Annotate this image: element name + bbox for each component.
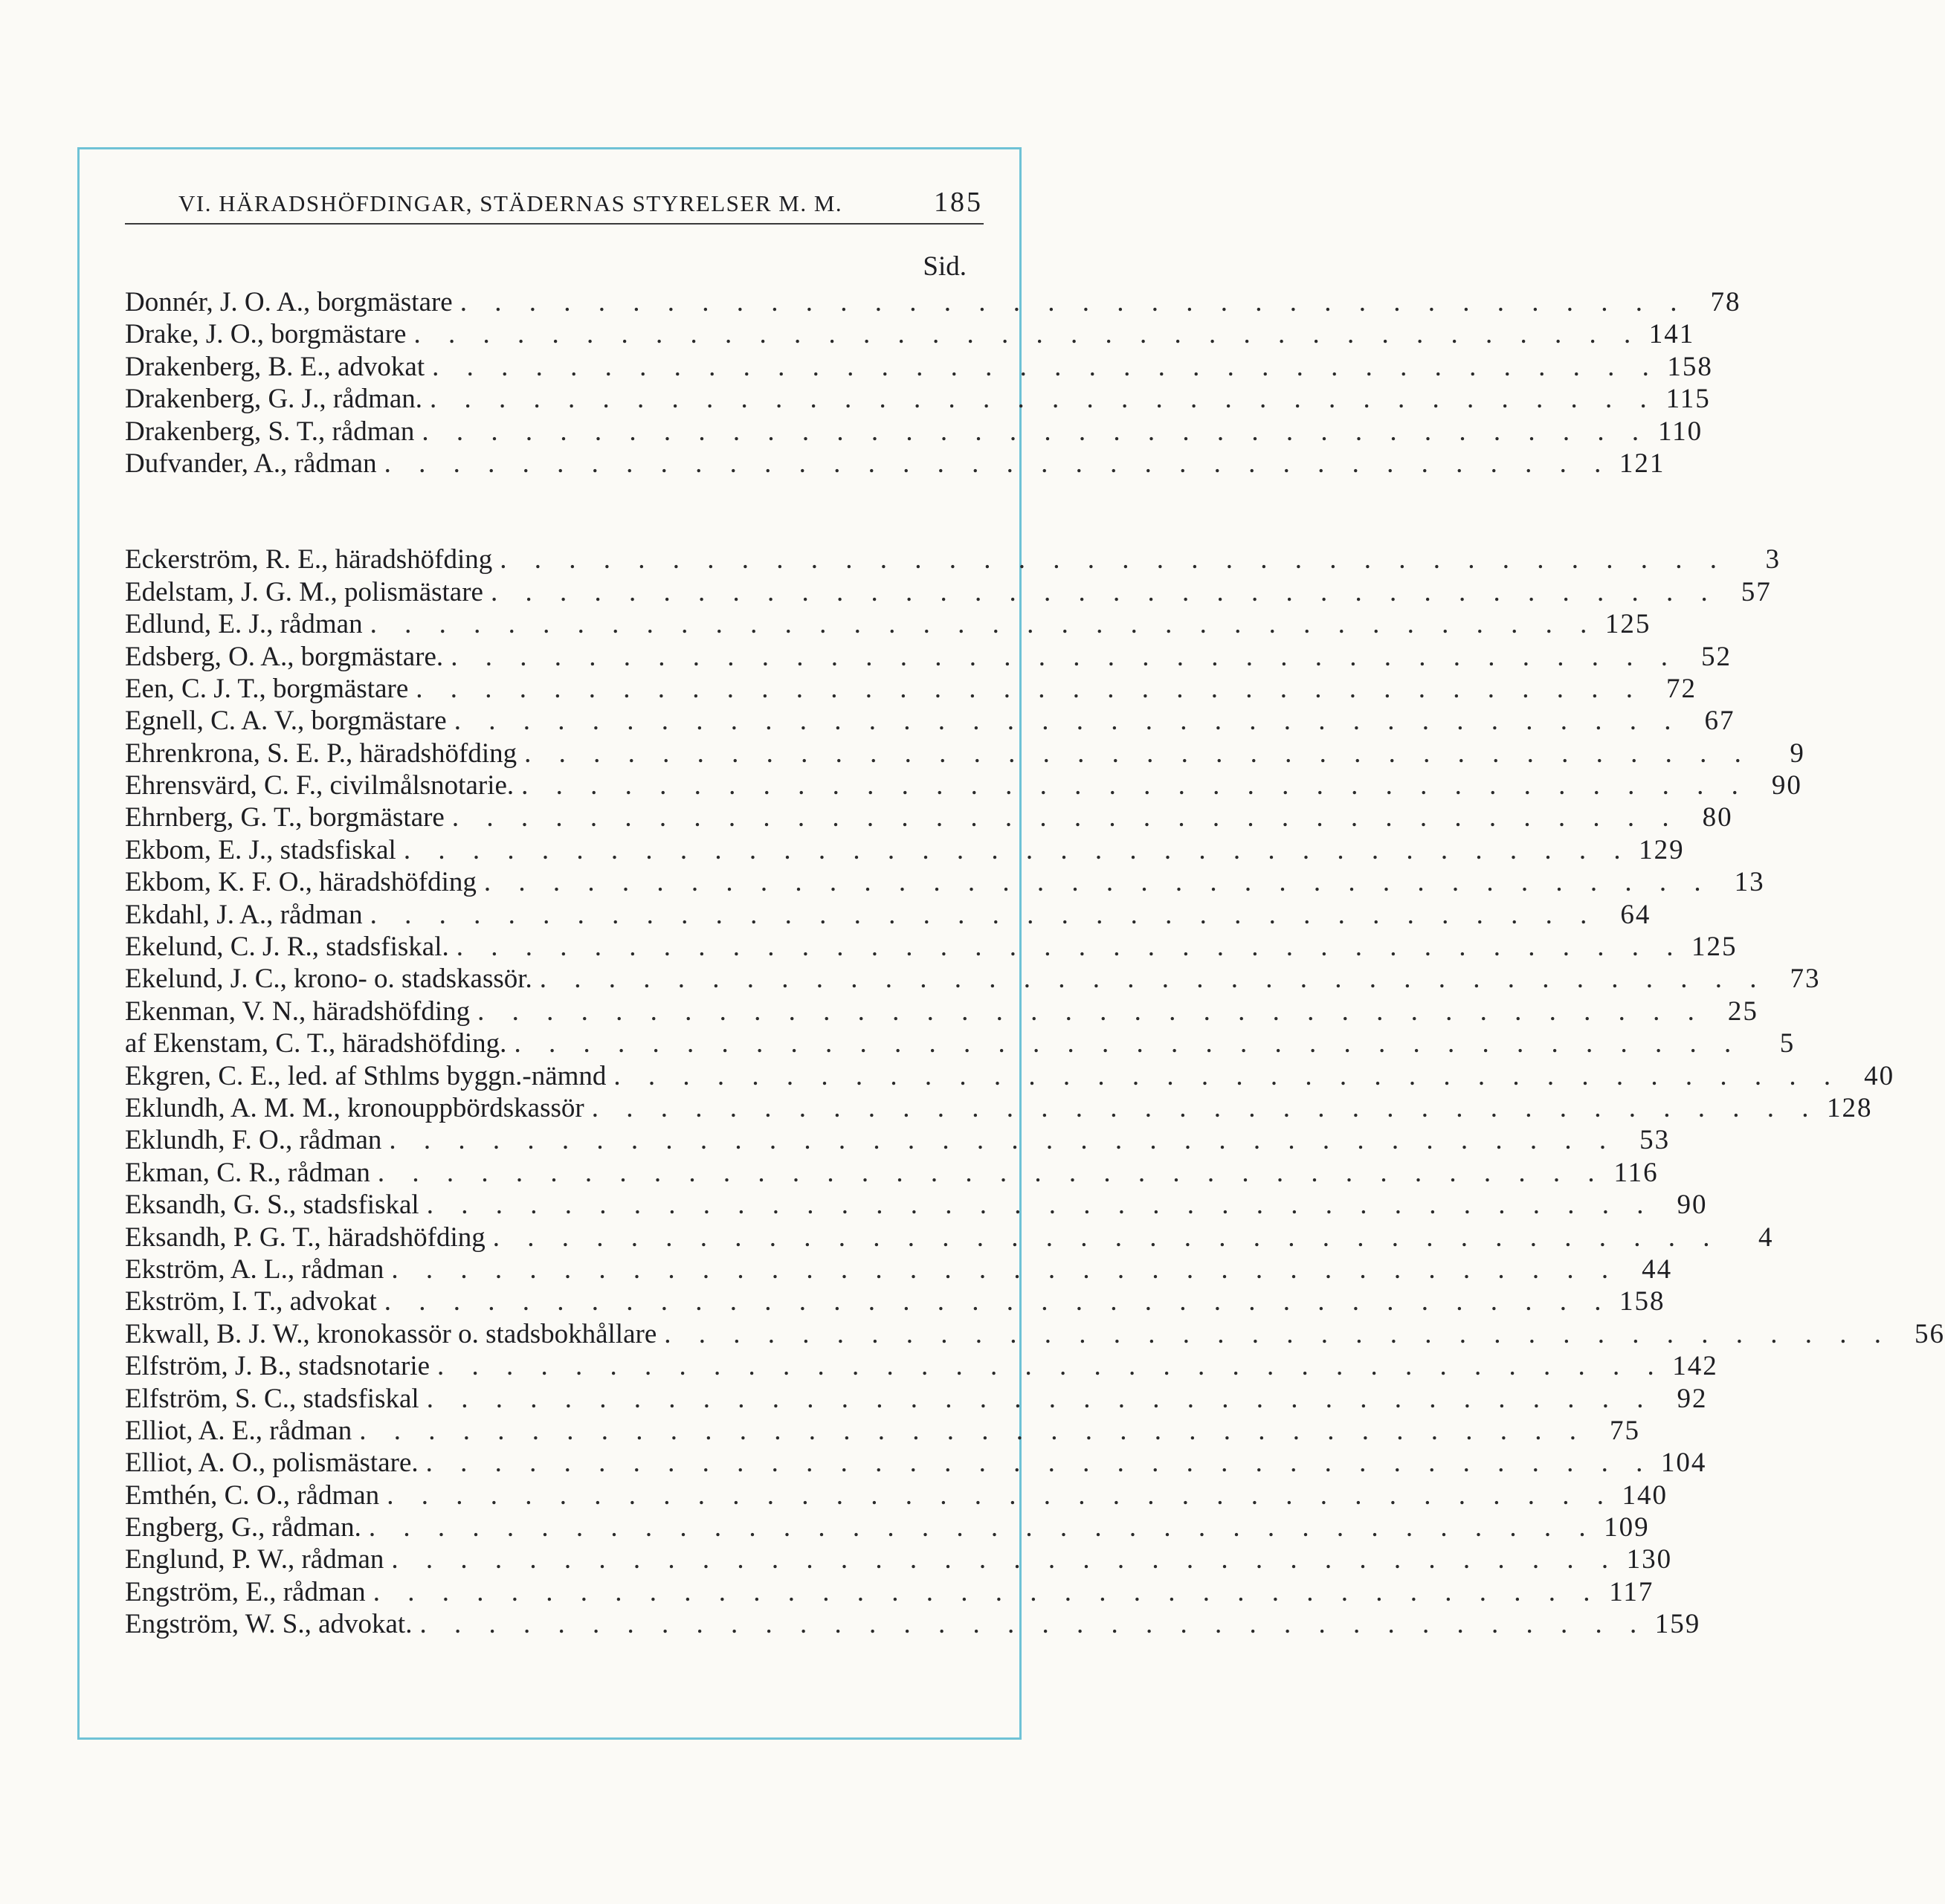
index-entry [125,351,1713,383]
entry-page: 67 [1704,706,1735,737]
entry-page: 159 [1654,1609,1701,1640]
index-entry [125,1222,1774,1253]
dot-leader: . . . . . . . . . . . . . . . . . . . . . . . . . . . . . . . . . . . . [492,1222,1720,1253]
dot-leader: . . . . . . . . . . . . . . . . . . . . . . . . . . . . . . . . . . . . [524,738,1752,769]
entry-name: Ekbom, E. J., stadsfiskal [125,834,396,865]
entry-page: 72 [1666,673,1697,704]
entry-name: Donnér, J. O. A., borgmästare [125,287,453,317]
index-entry [125,1350,1718,1382]
entry-name: Ekbom, K. F. O., häradshöfding [125,867,477,898]
dot-leader: . . . . . . . . . . . . . . . . . . . . . . . . . . . . . . . . . . . . [422,416,1650,447]
index-entry [125,769,1802,801]
index-entry [125,1447,1707,1479]
entry-page: 115 [1665,384,1711,415]
index-entry [125,931,1738,963]
index-entry [125,1285,1665,1317]
dot-leader: . . . . . . . . . . . . . . . . . . . . . . . . . . . . . . . . . . . . [521,770,1749,801]
index-entry [125,705,1735,737]
entry-name: Engström, E., rådman [125,1576,366,1607]
index-entry [125,1511,1650,1543]
index-entry [125,543,1781,575]
index-entry [125,641,1732,673]
dot-leader: . . . . . . . . . . . . . . . . . . . . . . . . . . . . . . . . . . . . [391,1544,1619,1575]
index-entry [125,1092,1873,1124]
index-entry [125,1608,1701,1640]
index-entry [125,1318,1945,1350]
entry-name: Engberg, G., rådman. [125,1512,361,1543]
dot-leader: . . . . . . . . . . . . . . . . . . . . . . . . . . . . . . . . . . . . [437,1351,1665,1382]
page-column-label: Sid. [923,251,967,282]
dot-leader: . . . . . . . . . . . . . . . . . . . . . . . . . . . . . . . . . . . . [403,834,1631,865]
index-entry [125,318,1695,350]
entry-name: Ekgren, C. E., led. af Sthlms byggn.-nämnd [125,1060,607,1091]
entry-name: Edlund, E. J., rådman [125,609,363,640]
index-entry [125,1415,1640,1447]
dot-leader: . . . . . . . . . . . . . . . . . . . . . . . . . . . . . . . . . . . . [425,1448,1654,1479]
entry-page: 140 [1622,1479,1668,1511]
entry-page: 13 [1734,867,1765,898]
index-entry [125,1253,1673,1285]
entry-page: 117 [1609,1576,1654,1607]
index-entry [125,608,1651,640]
entry-name: Egnell, C. A. V., borgmästare [125,706,447,737]
entry-page: 92 [1677,1383,1708,1414]
dot-leader: . . . . . . . . . . . . . . . . . . . . . . . . . . . . . . . . . . . . [591,1092,1819,1123]
dot-leader: . . . . . . . . . . . . . . . . . . . . . . . . . . . . . . . . . . . . [359,1415,1587,1446]
entry-page: 130 [1626,1544,1673,1575]
entry-page: 125 [1691,932,1738,963]
dot-leader: . . . . . . . . . . . . . . . . . . . . . . . . . . . . . . . . . . . . [454,706,1682,737]
index-entry [125,995,1758,1027]
dot-leader: . . . . . . . . . . . . . . . . . . . . . . . . . . . . . . . . . . . . [456,932,1684,963]
index-entry [125,1189,1708,1221]
dot-leader: . . . . . . . . . . . . . . . . . . . . . . . . . . . . . . . . . . . . [416,673,1643,704]
index-list [125,286,1945,1641]
entry-page: 90 [1677,1190,1708,1221]
entry-name: Eksandh, P. G. T., häradshöfding [125,1222,486,1253]
index-entry [125,963,1821,995]
index-entry [125,1479,1668,1511]
dot-leader: . . . . . . . . . . . . . . . . . . . . . . . . . . . . . . . . . . . . [377,1157,1605,1188]
entry-name: Ekelund, C. J. R., stadsfiskal. [125,932,449,963]
entry-page: 141 [1648,319,1695,350]
entry-name: Ehrensvärd, C. F., civilmålsnotarie. [125,770,515,801]
entry-page: 57 [1741,576,1772,607]
entry-page: 128 [1826,1092,1873,1123]
entry-name: Ekström, I. T., advokat [125,1286,377,1317]
dot-leader: . . . . . . . . . . . . . . . . . . . . . . . . . . . . . . . . . . . . [430,384,1657,415]
index-entry [125,1543,1673,1575]
index-entry [125,801,1733,833]
entry-name: Drakenberg, S. T., rådman [125,416,415,447]
entry-page: 104 [1660,1448,1707,1479]
dot-leader: . . . . . . . . . . . . . . . . . . . . . . . . . . . . . . . . . . . . [426,1190,1654,1221]
entry-page: 142 [1672,1351,1718,1382]
index-entry [125,899,1651,931]
dot-leader: . . . . . . . . . . . . . . . . . . . . . . . . . . . . . . . . . . . . [370,609,1598,640]
entry-name: Elliot, A. O., polismästare. [125,1448,419,1479]
index-entry [125,286,1741,318]
dot-leader: . . . . . . . . . . . . . . . . . . . . . . . . . . . . . . . . . . . . [477,995,1705,1027]
index-entry [125,834,1685,866]
header-title: VI. HÄRADSHÖFDINGAR, STÄDERNAS STYRELSER M. M. [178,190,843,216]
index-entry [125,1157,1659,1189]
index-entry [125,576,1772,608]
entry-name: Elfström, J. B., stadsnotarie [125,1351,430,1382]
index-entry [125,383,1711,415]
dot-leader: . . . . . . . . . . . . . . . . . . . . . . . . . . . . . . . . . . . . [483,867,1712,898]
entry-page: 109 [1604,1512,1650,1543]
page-number: 185 [934,187,983,218]
dot-leader: . . . . . . . . . . . . . . . . . . . . . . . . . . . . . . . . . . . . [372,1576,1601,1607]
index-entry [125,738,1805,769]
entry-page: 73 [1790,964,1821,995]
dot-leader: . . . . . . . . . . . . . . . . . . . . . . . . . . . . . . . . . . . . [391,1253,1619,1285]
entry-name: Engström, W. S., advokat. [125,1609,413,1640]
dot-leader: . . . . . . . . . . . . . . . . . . . . . . . . . . . . . . . . . . . . [368,1512,1596,1543]
entry-page: 5 [1779,1028,1796,1059]
entry-page: 53 [1639,1125,1671,1156]
entry-name: Ekdahl, J. A., rådman [125,899,363,930]
entry-page: 90 [1771,770,1802,801]
dot-leader: . . . . . . . . . . . . . . . . . . . . . . . . . . . . . . . . . . . . [370,899,1598,930]
entry-page: 25 [1727,995,1758,1027]
entry-page: 110 [1658,416,1703,447]
entry-name: Eksandh, G. S., stadsfiskal [125,1190,419,1221]
entry-name: af Ekenstam, C. T., häradshöfding. [125,1028,507,1059]
entry-name: Eckerström, R. E., häradshöfding [125,544,493,575]
index-entry [125,448,1665,480]
entry-name: Dufvander, A., rådman [125,448,377,479]
entry-name: Ekelund, J. C., krono- o. stadskassör. [125,964,532,995]
index-entry [125,673,1697,705]
dot-leader: . . . . . . . . . . . . . . . . . . . . . . . . . . . . . . . . . . . . [500,544,1727,575]
entry-page: 158 [1619,1286,1665,1317]
entry-page: 3 [1765,544,1781,575]
dot-leader: . . . . . . . . . . . . . . . . . . . . . . . . . . . . . . . . . . . . [413,319,1642,350]
entry-page: 80 [1702,802,1733,833]
entry-name: Englund, P. W., rådman [125,1544,384,1575]
dot-leader: . . . . . . . . . . . . . . . . . . . . . . . . . . . . . . . . . . . . [426,1383,1654,1414]
entry-name: Ekenman, V. N., häradshöfding [125,995,471,1027]
entry-name: Ekwall, B. J. W., kronokassör o. stadsbokhållare [125,1318,657,1349]
dot-leader: . . . . . . . . . . . . . . . . . . . . . . . . . . . . . . . . . . . . [387,1479,1614,1511]
index-entry [125,1027,1796,1059]
entry-page: 121 [1619,448,1665,479]
index-entry [125,866,1765,898]
header-rule [125,223,984,225]
entry-name: Drakenberg, B. E., advokat [125,351,425,382]
entry-page: 129 [1639,834,1685,865]
dot-leader: . . . . . . . . . . . . . . . . . . . . . . . . . . . . . . . . . . . . [419,1609,1648,1640]
index-entry [125,1576,1654,1608]
entry-page: 64 [1620,899,1651,930]
entry-page: 125 [1604,609,1651,640]
entry-name: Edsberg, O. A., borgmästare. [125,641,444,672]
index-entry [125,416,1703,448]
dot-leader: . . . . . . . . . . . . . . . . . . . . . . . . . . . . . . . . . . . . [384,1286,1612,1317]
entry-name: Ekman, C. R., rådman [125,1157,370,1188]
dot-leader: . . . . . . . . . . . . . . . . . . . . . . . . . . . . . . . . . . . . [664,1318,1891,1349]
running-header [178,186,983,219]
index-entry [125,1124,1671,1156]
entry-page: 52 [1700,641,1732,672]
dot-leader: . . . . . . . . . . . . . . . . . . . . . . . . . . . . . . . . . . . . [539,964,1767,995]
dot-leader: . . . . . . . . . . . . . . . . . . . . . . . . . . . . . . . . . . . . [514,1028,1742,1059]
entry-name: Elfström, S. C., stadsfiskal [125,1383,419,1414]
entry-name: Elliot, A. E., rådman [125,1415,352,1446]
entry-name: Drakenberg, G. J., rådman. [125,384,423,415]
entry-page: 75 [1609,1415,1640,1446]
entry-page: 116 [1613,1157,1659,1188]
entry-page: 56 [1915,1318,1945,1349]
dot-leader: . . . . . . . . . . . . . . . . . . . . . . . . . . . . . . . . . . . . [451,641,1678,672]
dot-leader: . . . . . . . . . . . . . . . . . . . . . . . . . . . . . . . . . . . . [384,448,1612,479]
entry-name: Een, C. J. T., borgmästare [125,673,409,704]
entry-page: 9 [1790,738,1805,769]
entry-name: Ehrnberg, G. T., borgmästare [125,802,445,833]
entry-name: Eklundh, F. O., rådman [125,1125,382,1156]
entry-page: 158 [1667,351,1713,382]
entry-page: 78 [1710,287,1741,317]
dot-leader: . . . . . . . . . . . . . . . . . . . . . . . . . . . . . . . . . . . . [613,1060,1842,1091]
entry-name: Emthén, C. O., rådman [125,1479,380,1511]
dot-leader: . . . . . . . . . . . . . . . . . . . . . . . . . . . . . . . . . . . . [459,287,1688,317]
entry-page: 44 [1642,1253,1673,1285]
entry-name: Ehrenkrona, S. E. P., häradshöfding [125,738,517,769]
index-entry [125,1060,1895,1092]
dot-leader: . . . . . . . . . . . . . . . . . . . . . . . . . . . . . . . . . . . . [451,802,1680,833]
entry-page: 40 [1864,1060,1895,1091]
index-entry [125,1383,1708,1415]
entry-name: Ekström, A. L., rådman [125,1253,384,1285]
entry-name: Edelstam, J. G. M., polismästare [125,576,483,607]
entry-name: Eklundh, A. M. M., kronouppbördskassör [125,1092,584,1123]
dot-leader: . . . . . . . . . . . . . . . . . . . . . . . . . . . . . . . . . . . . [389,1125,1617,1156]
dot-leader: . . . . . . . . . . . . . . . . . . . . . . . . . . . . . . . . . . . . [490,576,1718,607]
entry-page: 4 [1758,1222,1774,1253]
dot-leader: . . . . . . . . . . . . . . . . . . . . . . . . . . . . . . . . . . . . [432,351,1659,382]
entry-name: Drake, J. O., borgmästare [125,319,407,350]
